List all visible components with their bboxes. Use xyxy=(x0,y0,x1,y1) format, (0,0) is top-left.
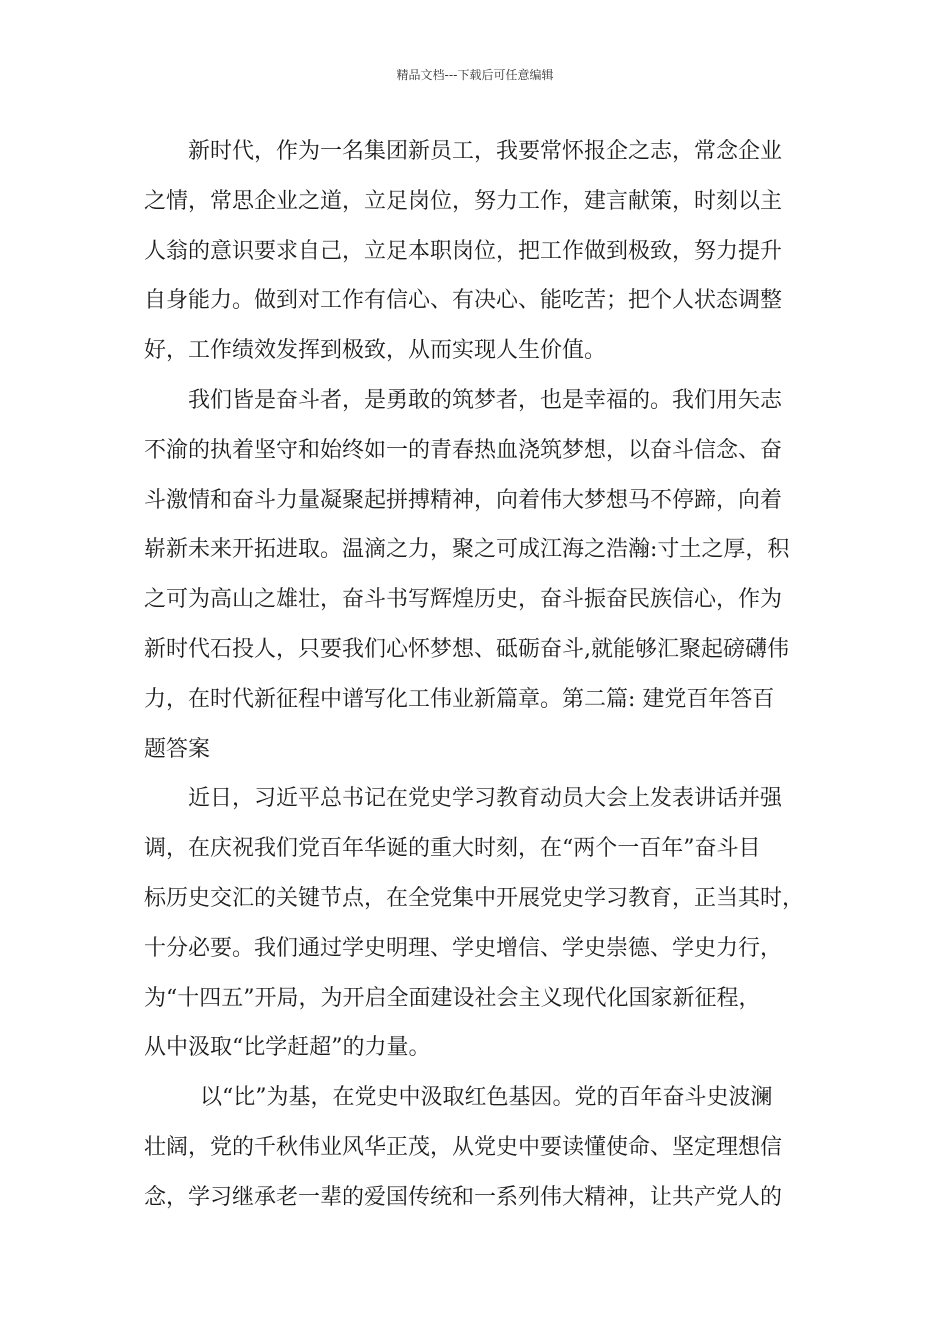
text-line: 念，学习继承老一辈的爱国传统和一系列伟大精神，让共产党人的 xyxy=(144,1184,783,1210)
text-line: 以“比”为基，在党史中汲取红色基因。党的百年奋斗史波澜 xyxy=(200,1085,773,1111)
text-line: 题答案 xyxy=(144,736,211,762)
text-line: 新时代，作为一名集团新员工，我要常怀报企之志，常念企业 xyxy=(188,139,783,164)
text-line: 我们皆是奋斗者，是勇敢的筑梦者，也是幸福的。我们用矢志 xyxy=(188,387,783,413)
paragraph-4 xyxy=(144,1073,824,1222)
paragraph-3 xyxy=(144,774,824,1073)
page-header: 精品文档---下载后可任意编辑 xyxy=(396,68,554,82)
paragraph-1 xyxy=(144,127,824,376)
paragraph-2 xyxy=(144,376,824,774)
text-line: 自身能力。做到对工作有信心、有决心、能吃苦；把个人状态调整 xyxy=(144,288,783,314)
document-body xyxy=(144,127,824,1223)
text-line: 斗激情和奋斗力量凝聚起拼搏精神，向着伟大梦想马不停蹄，向着 xyxy=(144,487,783,513)
text-line: 壮阔，党的千秋伟业风华正茂，从党史中要读懂使命、坚定理想信 xyxy=(144,1134,783,1160)
text-line: 十分必要。我们通过学史明理、学史增信、学史崇德、学史力行， xyxy=(144,935,783,961)
text-line: 人翁的意识要求自己，立足本职岗位，把工作做到极致，努力提升 xyxy=(144,238,783,264)
text-line: 从中汲取“比学赶超”的力量。 xyxy=(144,1035,431,1061)
text-line: 不渝的执着坚守和始终如一的青春热血浇筑梦想，以奋斗信念、奋 xyxy=(144,437,783,463)
text-line: 之情，常思企业之道，立足岗位，努力工作，建言献策，时刻以主 xyxy=(144,188,783,214)
text-line: 标历史交汇的关键节点，在全党集中开展党史学习教育，正当其时， xyxy=(144,885,805,911)
text-line: 新时代石投人，只要我们心怀梦想、砥砺奋斗,就能够汇聚起磅礴伟 xyxy=(144,636,789,662)
text-line: 崭新未来开拓进取。温滴之力，聚之可成江海之浩瀚:寸土之厚，积 xyxy=(144,537,790,563)
text-line: 调，在庆祝我们党百年华诞的重大时刻，在“两个一百年”奋斗目 xyxy=(144,836,761,862)
text-line: 之可为高山之雄壮，奋斗书写辉煌历史，奋斗振奋民族信心，作为 xyxy=(144,587,783,613)
text-line: 为“十四五”开局，为开启全面建设社会主义现代化国家新征程， xyxy=(144,985,761,1011)
text-line: 近日，习近平总书记在党史学习教育动员大会上发表讲话并强 xyxy=(188,786,783,812)
text-line: 力，在时代新征程中谱写化工伟业新篇章。第二篇: 建党百年答百 xyxy=(144,686,775,712)
text-line: 好，工作绩效发挥到极致，从而实现人生价值。 xyxy=(144,338,607,364)
